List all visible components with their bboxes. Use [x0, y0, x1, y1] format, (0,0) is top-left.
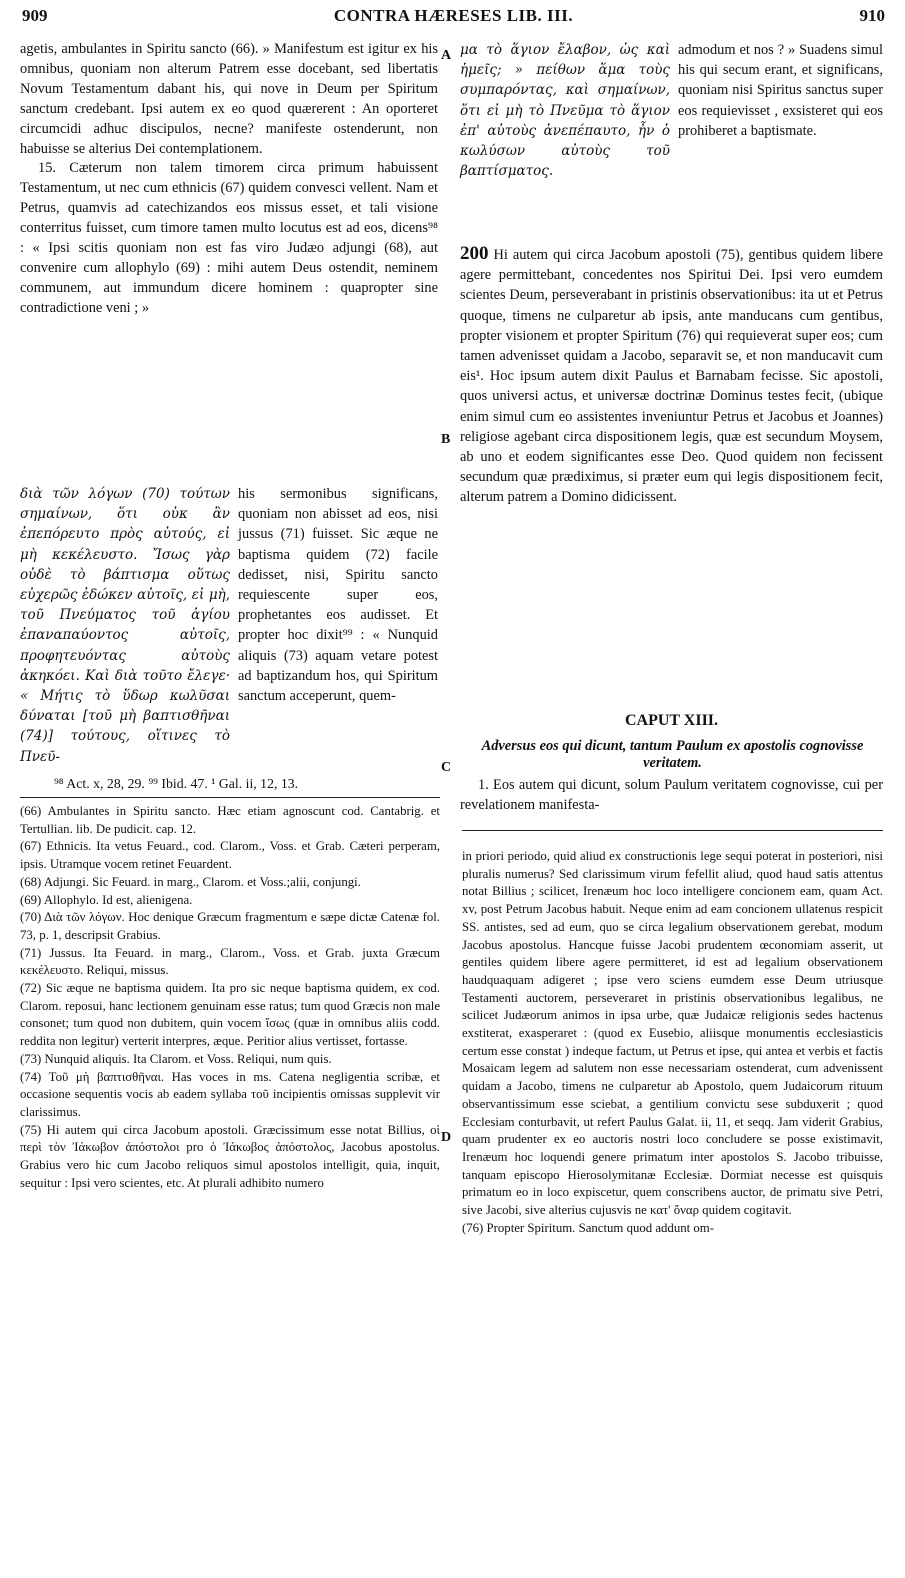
footnote: (76) Propter Spiritum. Sanctum quod addunt om- — [462, 1220, 715, 1235]
margin-letter-a: A — [441, 48, 452, 63]
footnote: (68) Adjungi. Sic Feuard. in marg., Clarom. et Voss.;alii, conjungi. — [20, 874, 361, 889]
footnotes-left — [20, 803, 440, 1192]
paragraph-body: Hi autem qui circa Jacobum apostoli (75), gentibus quidem libere agere permittebant, concedentes nos Spiritui Dei. Ipsi vero eumdem scientes Deum, perseverabant in pristinis observationibus: ita ut et Petrus quoque, timens ne culparetur ab ipsis, ante manducans cum gentibus, propter visionem et propter Spiritum (76) qui requieverat super eos; cum tamen advenisset quidam a Jacobo, separavit se, et non manducavit cum eis¹. Hoc ipsum autem dixit Paulus et Barnabam fecisse. Sic apostoli, quos universi actus, et universæ doctrinæ Dominus testes fecit, (ubique enim simul cum eo assistentes inveniuntur Petrus et Jacobus et Joannes) religiose agebant circa dispositionem legis, quæ est secundum Moysem, ab uno et eodem significantes esse Deo. Quod quidem non fecissent secundum quæ prædiximus, si præter eum qui legis dispositionem fecit, alterum patrem a Domino didicissent. — [460, 247, 883, 506]
greek-fragment-right: μα τὸ ἅγιον ἔλαβον, ὡς καὶ ἡμεῖς; » πείθων ἅμα τοὺς συμπαρόντας, καὶ σημαίνων, ὅτι εἰ μὴ τὸ Πνεῦμα τὸ ἅγιον ἐπ' αὐτοὺς ἀνεπέπαυτο, ἦν ὁ κωλύσων αὐτοὺς τοῦ βαπτίσματος. — [460, 42, 670, 180]
chapter-paragraph-1: 1. Eos autem qui dicunt, solum Paulum veritatem cognovisse, cui per revelationem manifesta- — [460, 777, 883, 813]
margin-letter-d: D — [441, 1130, 452, 1145]
divider-right — [462, 830, 883, 831]
column-number: 200 — [460, 243, 489, 264]
chapter-subtitle: Adversus eos qui dicunt, tantum Paulum ex apostolis cognovisse veritatem. — [481, 738, 864, 771]
page-number-right: 910 — [859, 6, 885, 25]
running-title: CONTRA HÆRESES LIB. III. — [333, 6, 574, 25]
greek-fragment-left: διὰ τῶν λόγων (70) τούτων σημαίνων, ὅτι οὐκ ἂν ἐπεπόρευτο πρὸς αὐτούς, εἰ μὴ κεκέλευστο. Ἴσως γὰρ οὐδὲ τὸ βάπτισμα οὕτως εὐχερῶς ἐδώκεν αὐτοῖς, εἰ μὴ, τοῦ Πνεύματος τοῦ ἁγίου ἐπαναπαύοντος αὐτοῖς, προφητευόντας αὐτοὺς ἀκηκόει. Καὶ διὰ τοῦτο ἔλεγε· « Μήτις τὸ ὕδωρ κωλῦσαι δύναται [τοῦ μὴ βαπτισθῆναι (74)] τούτους, οἵτινες τὸ Πνεῦ- — [20, 486, 230, 765]
chapter-heading: CAPUT XIII. — [624, 712, 719, 729]
margin-letter-b: B — [441, 432, 451, 447]
footnote: (72) Sic æque ne baptisma quidem. Ita pro sic neque baptisma quidem, ex cod. Clarom. reposui, hanc lectionem genuinam esse ratus; tum quod Græcis non male consonet; tum quod non dubitem, quin vocem ἴσως (quæ in omnibus aliis codd. reddita non legitur) verterit interpres, æque. Peritior alius vertisset, fortasse. — [20, 981, 440, 1049]
scripture-references: ⁹⁸ Act. x, 28, 29. ⁹⁹ Ibid. 47. ¹ Gal. ii, 12, 13. — [54, 776, 299, 791]
footnote: (74) Τοῦ μὴ βαπτισθῆναι. Has voces in ms. Catena negligentia scribæ, et occasione sequentis vocis ab eadem syllaba τοῦ incipientis omissas supplevit vir clarissimus. — [20, 1069, 440, 1119]
footnotes-right — [462, 848, 883, 1237]
latin-translation-left: his sermonibus significans, quoniam non abisset ad eos, nisi jussus (71) fuisset. Sic æque ne baptisma quidem (72) facile dedisset, nisi, Spiritu sancto requiescente super eos, prophetantes eos audisset. Et propter hoc dixit⁹⁹ : « Nunquid aliquis (73) aquam vetare potest ad baptizandum hos, qui Spiritum sanctum acceperunt, quem- — [238, 486, 438, 705]
running-header — [22, 6, 885, 30]
footnote: (66) Ambulantes in Spiritu sancto. Hæc etiam agnoscunt cod. Cantabrig. et Tertullian. lib. De pudicit. cap. 12. — [20, 804, 440, 836]
footnote: (67) Ethnicis. Ita vetus Feuard., cod. Clarom., Voss. et Grab. Cæteri perperam, ipsis. Utramque vocem retinet Feuardent. — [20, 839, 440, 872]
right-column-paragraph — [460, 244, 883, 508]
page-number-left: 909 — [22, 6, 48, 25]
footnote: (70) Διὰ τῶν λόγων. Hoc denique Græcum fragmentum e sæpe dictæ Catenæ fol. 73, p. 1, descripsit Grabius. — [20, 910, 440, 942]
footnote: (75) Hi autem qui circa Jacobum apostoli. Græcissimum esse notat Billius, οἱ περὶ τὸν Ἰάκωβον ἀπόστολοι pro ὁ Ἰάκωβος ἀπόστολος, Jacobus apostolus. Grabius vero hic cum Jacobo reliquos simul apostolos intelligit, quia, inquit, sequitur : Ipsi vero scientes, etc. At plurali adhibito numero — [20, 1122, 440, 1190]
paragraph-intro: agetis, ambulantes in Spiritu sancto (66). » Manifestum est igitur ex his omnibus, quoniam non alterum Patrem esse docebant, sed libertatis Novum Testamentum dabant his, qui nove in Deum per Spiritum sanctum credebant. Ipsi autem ex eo quod quærerent : An oporteret circumcidi adhuc discipulos, necne? manifeste ostenderunt, non habuisse se alterius Dei contemplationem. — [20, 41, 438, 157]
footnote-continued: in priori periodo, quid aliud ex constructionis lege sequi poterat in posteriori, nisi pluralis numerus? Sed clarissimum virum fefellit aliud, quod haud satis attentus notat Billius ; scilicet, Irenæum hoc loco intelligere concionem eam, quam Act. xv, post Petrum Jacobus habuit. Neque enim ad eam concionem ullatenus respicit SS. antistes, sed ad eum, quo se circa legalium observationem gerebat, modum Jacobus apostolus. Hancque fuisse Jacobi prudentem œconomiam asserit, ut gentiles quidem libere agere permitteret, id est ad legalium observationem haudquaquam adigeret ; ipse vero sciens eumdem esse Deum utriusque Testamenti auctorem, perseveraret in pristinis observationibus legalibus, ne scilicet Judæorum animos in ipsa urbe, quæ Judaicæ religionis sedes hactenus exstiterat, exasperaret : (quod ex Eusebio, aliisque monumentis ecclesiasticis certum esse constat ) indeque factum, ut Petrus et ipse, qui antea et verbis et factis Mosaicam legem ad salutem non esse necessariam ostenderat, cum advenissent quidam a Jacobo, timens ne culparetur ab Apostolo, quem Judaicorum rituum observantissimum esse sciebat, a gentilium convictu sese subduxerit ; quod Ecclesiam conturbavit, ut refert Paulus Galat. ii, 11, et seqq. Jam viderit Grabius, quam prudenter ex eo auctoris nostri loco concludere se posse existimavit, Irenæum hoc loquendi genere primatum inter apostolos S. Jacobo tribuisse, tanquam episcopo Hierosolymitanæ Ecclesiæ. Dormiat necesse est quisquis primatum eo in loco expiscetur, quem conscribens auctor, de primatu sive Petri, sive Jacobi, sive alterius cujusvis ne κατ' ὄναρ quidem cogitavit. — [462, 849, 883, 1218]
latin-translation-right: admodum et nos ? » Suadens simul his qui secum erant, et significans, quoniam nisi Spiritus sanctus super eos requievisset , exsisteret qui eos prohiberet a baptismate. — [678, 42, 883, 139]
divider — [20, 797, 440, 798]
margin-letter-c: C — [441, 760, 452, 775]
footnote: (71) Jussus. Ita Feuard. in marg., Clarom., Voss. et Grab. juxta Græcum κεκέλευστο. Reliqui, missus. — [20, 945, 440, 978]
footnote: (73) Nunquid aliquis. Ita Clarom. et Voss. Reliqui, num quis. — [20, 1051, 332, 1066]
footnote: (69) Allophylo. Id est, alienigena. — [20, 892, 193, 907]
left-column-text — [20, 40, 438, 319]
paragraph-15: 15. Cæterum non talem timorem circa primum habuissent Testamentum, ut nec cum ethnicis (67) quidem convesci vellent. Nam et Petrus, quamvis ad catechizandos eos missus esset, et tali visione conterritus fuisset, cum timore tamen multo locutus est ad eos, dicens⁹⁸ : « Ipsi scitis quoniam non est fas viro Judæo adjungi (68), aut convenire cum allophylo (69) : mihi autem Deus ostendit, neminem communem, aut immundum dicere hominem : quapropter sine contradictione veni ; » — [20, 160, 438, 316]
